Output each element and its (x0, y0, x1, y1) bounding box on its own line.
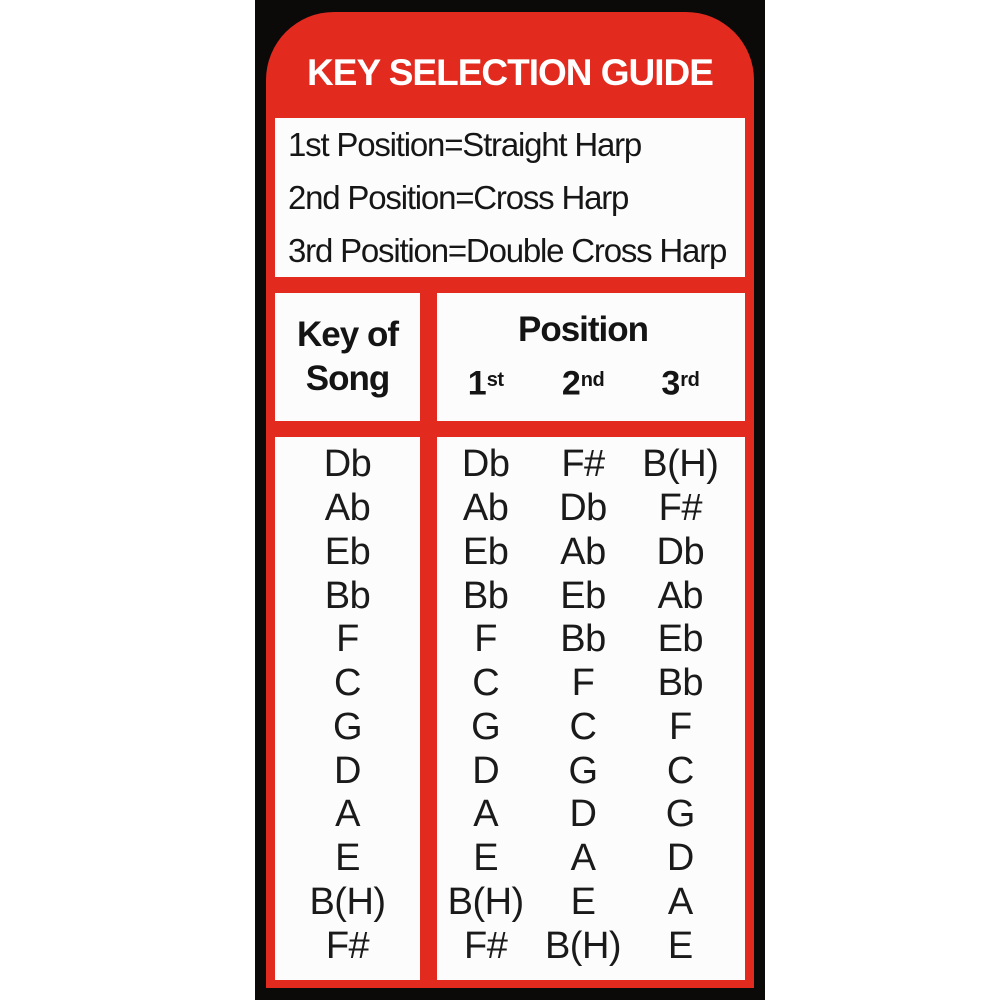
legend-line-1st-position: 1st Position=Straight Harp (288, 126, 642, 163)
position-cell: F# (463, 924, 508, 967)
position-col-header-2nd: 2nd (561, 364, 605, 403)
key-cell: Eb (324, 530, 371, 573)
position-cell: F# (658, 487, 702, 530)
page-title: KEY SELECTION GUIDE (307, 52, 713, 93)
key-of-label: Key of (297, 315, 398, 354)
legend-line-2nd-position: 2nd Position=Cross Harp (288, 179, 629, 216)
key-cell: A (335, 793, 360, 836)
position-cell: C (666, 749, 694, 792)
position-grid (437, 437, 745, 980)
position-columns-header (437, 358, 729, 405)
position-cell: Eb (657, 618, 704, 661)
key-cell: C (334, 662, 361, 705)
position-col-header-3rd: 3rd (661, 364, 700, 403)
key-selection-card (266, 12, 754, 988)
position-cell: Bb (657, 662, 704, 705)
position-cell: D (472, 749, 500, 792)
position-cell: Db (559, 487, 607, 530)
position-cell: A (570, 837, 596, 880)
key-cell: D (334, 749, 361, 792)
table-header-position (437, 293, 745, 421)
position-cell: Ab (657, 574, 704, 617)
key-cell: Ab (324, 487, 371, 530)
song-label: Song (305, 359, 390, 398)
position-cell: B(H) (642, 443, 719, 486)
position-cell: Db (461, 443, 510, 486)
key-cell: E (335, 837, 360, 880)
position-cell: Db (656, 530, 705, 573)
position-cell: F (571, 662, 595, 705)
position-cell: E (473, 837, 499, 880)
position-cell: E (667, 924, 693, 967)
position-cell: F# (561, 443, 605, 486)
position-cell: Ab (560, 530, 606, 573)
card-header (266, 12, 754, 118)
legend-box (275, 118, 745, 277)
card-frame (255, 0, 765, 1000)
key-cell: F# (325, 924, 370, 967)
position-cell: F (668, 705, 692, 748)
position-cell: G (568, 749, 598, 792)
position-cell: B(H) (447, 880, 524, 923)
position-cell: D (666, 837, 694, 880)
position-cell: F (474, 618, 498, 661)
position-col-header-1st: 1st (467, 364, 504, 403)
key-cell: F (336, 618, 359, 661)
position-cell: G (471, 705, 501, 748)
key-cell: Db (323, 443, 372, 486)
position-cell: G (665, 793, 695, 836)
position-cell: Bb (462, 574, 509, 617)
legend-line-3rd-position: 3rd Position=Double Cross Harp (288, 232, 727, 269)
table-header-key-of-song (275, 293, 420, 421)
key-cell: Bb (324, 574, 371, 617)
key-cell: B(H) (309, 880, 386, 923)
position-label: Position (517, 310, 649, 350)
position-cell: D (569, 793, 597, 836)
position-cell: A (473, 793, 499, 836)
position-cell: Ab (462, 487, 509, 530)
position-cell: C (472, 662, 500, 705)
position-cell: A (667, 880, 693, 923)
position-cell: E (570, 880, 596, 923)
key-column (275, 437, 420, 980)
position-cell: B(H) (544, 924, 622, 967)
position-cell: C (569, 705, 597, 748)
position-cell: Eb (560, 574, 606, 617)
key-cell: G (332, 705, 363, 748)
position-cell: Bb (560, 618, 606, 661)
position-cell: Eb (462, 530, 509, 573)
